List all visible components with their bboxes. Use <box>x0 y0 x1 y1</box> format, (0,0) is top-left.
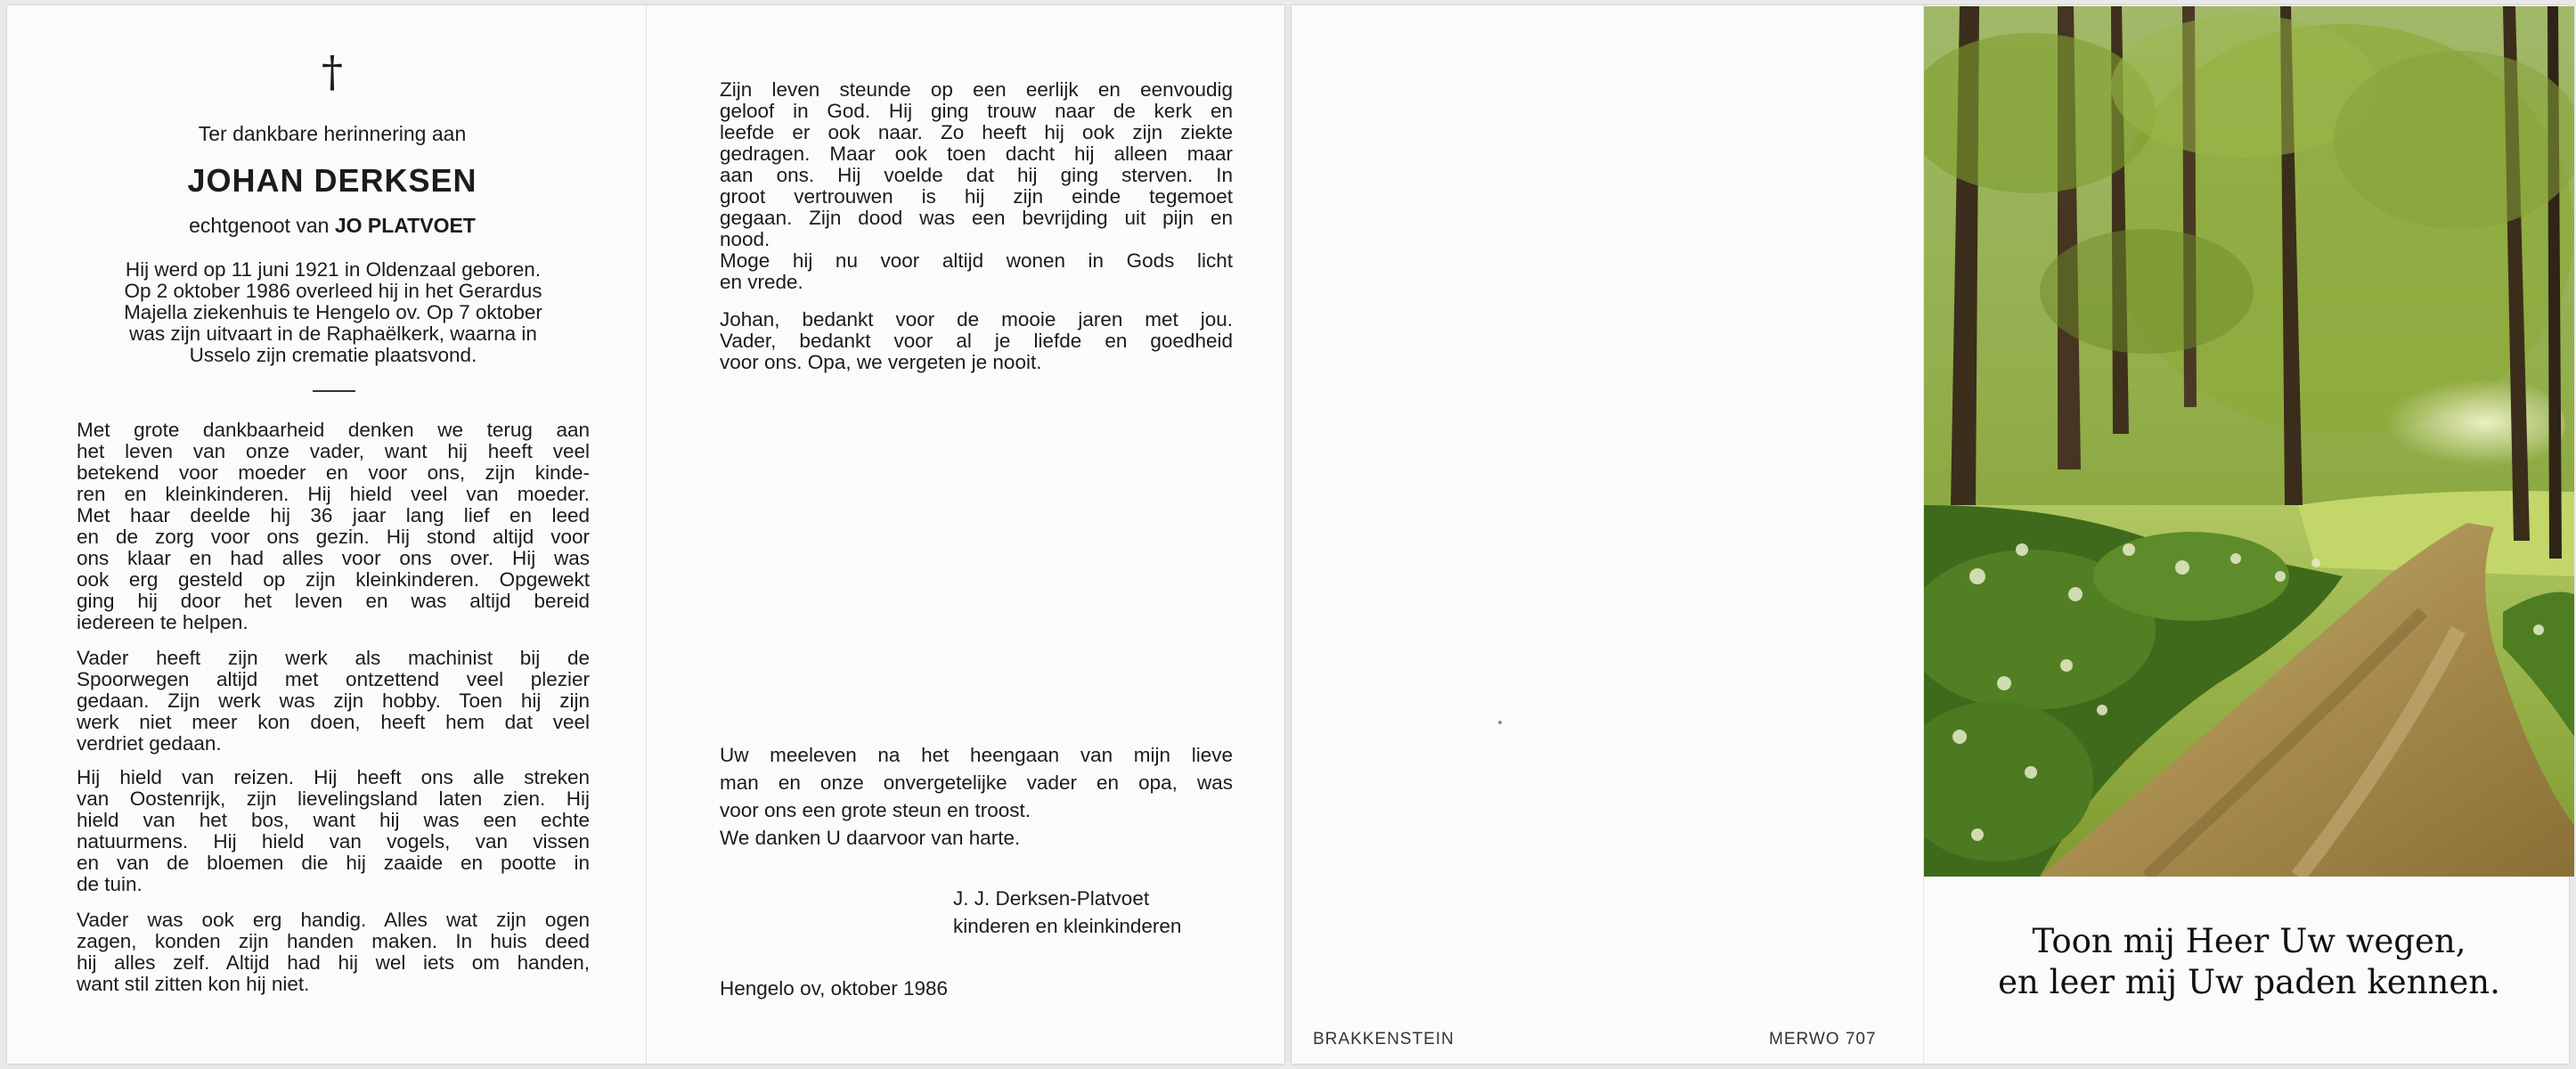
text-line: gedaan. Zijn werk was zijn hobby. Toen hij zijn <box>77 690 590 712</box>
text-line: iedereen te helpen. <box>77 611 249 633</box>
bio-line: Usselo zijn crematie plaatsvond. <box>189 344 477 366</box>
bio-line: Majella ziekenhuis te Hengelo ov. Op 7 oktober <box>124 301 542 323</box>
text-line: Vader was ook erg handig. Alles wat zijn ogen <box>77 909 590 931</box>
cross-icon: † <box>322 47 343 97</box>
quote-line: Toon mij Heer Uw wegen, <box>2032 922 2466 960</box>
paper-speck <box>1498 721 1502 724</box>
text-line: van Oostenrijk, zijn lievelingsland laten zien. Hij <box>77 787 590 810</box>
text-line: hij alles zelf. Altijd had hij wel iets om handen, <box>77 951 590 974</box>
text-line: Uw meeleven na het heengaan van mijn lieve <box>720 744 1233 766</box>
text-line: groot vertrouwen is hij zijn einde tegemoet <box>720 185 1233 208</box>
text-line: en de zorg voor ons gezin. Hij stond altijd voor <box>77 526 590 548</box>
text-line: Johan, bedankt voor de mooie jaren met jou. <box>720 308 1233 330</box>
paragraph-thanks <box>720 309 1233 373</box>
text-line: We danken U daarvoor van harte. <box>720 827 1021 849</box>
divider <box>313 390 355 392</box>
spouse-name: JO PLATVOET <box>334 214 476 237</box>
printer-label: BRAKKENSTEIN <box>1313 1030 1455 1049</box>
bio-line: was zijn uitvaart in de Raphaëlkerk, waarna in <box>129 322 537 345</box>
text-line: aan ons. Hij voelde dat hij ging sterven. In <box>720 164 1233 186</box>
signature <box>953 885 1238 940</box>
paragraph-handy <box>77 910 590 995</box>
signature-line: kinderen en kleinkinderen <box>953 915 1182 937</box>
text-line: Vader, bedankt voor al je liefde en goedheid <box>720 330 1233 352</box>
quote-line: en leer mij Uw paden kennen. <box>1998 963 2500 1001</box>
acknowledgement <box>720 741 1233 852</box>
text-line: nood. <box>720 228 770 250</box>
text-line: voor ons een grote steun en troost. <box>720 799 1031 821</box>
text-line: voor ons. Opa, we vergeten je nooit. <box>720 351 1042 373</box>
card-code: MERWO 707 <box>1769 1030 1877 1049</box>
text-line: natuurmens. Hij hield van vogels, van vissen <box>77 830 590 853</box>
paragraph-family <box>77 420 590 633</box>
tree-lined-path-icon <box>1924 6 2574 877</box>
text-line: het leven van onze vader, want hij heeft veel <box>77 440 590 462</box>
text-line: verdriet gedaan. <box>77 732 222 755</box>
paragraph-travel <box>77 767 590 895</box>
text-line: ging hij door het leven en was altijd bereid <box>77 590 590 612</box>
text-line: Vader heeft zijn werk als machinist bij de <box>77 647 590 669</box>
text-line: Hij hield van reizen. Hij heeft ons alle streken <box>77 766 590 788</box>
bio-paragraph <box>77 259 590 366</box>
paragraph-work <box>77 648 590 755</box>
text-line: zagen, konden zijn handen maken. In huis deed <box>77 930 590 952</box>
paragraph-faith <box>720 79 1233 293</box>
place-date: Hengelo ov, oktober 1986 <box>720 977 949 1000</box>
text-line: en van de bloemen die hij zaaide en pootte in <box>77 852 590 874</box>
inside-spread <box>7 5 1284 1064</box>
spouse-line <box>7 215 657 236</box>
text-line: gegaan. Zijn dood was een bevrijding uit pijn en <box>720 207 1233 229</box>
text-line: Zijn leven steunde op een eerlijk en eenvoudig <box>720 78 1233 101</box>
text-line: ons klaar en had alles voor ons over. Hij was <box>77 547 590 569</box>
text-line: Met haar deelde hij 36 jaar lang lief en leed <box>77 504 590 526</box>
outside-spread <box>1292 5 2569 1064</box>
text-line: Moge hij nu voor altijd wonen in Gods licht <box>720 249 1233 272</box>
text-line: betekend voor moeder en voor ons, zijn kinde- <box>77 461 590 484</box>
text-line: Spoorwegen altijd met ontzettend veel plezier <box>77 668 590 690</box>
text-line: ren en kleinkinderen. Hij hield veel van moeder. <box>77 483 590 505</box>
text-line: want stil zitten kon hij niet. <box>77 973 310 995</box>
deceased-name: JOHAN DERKSEN <box>187 162 477 199</box>
text-line: geloof in God. Hij ging trouw naar de kerk en <box>720 100 1233 122</box>
signature-line: J. J. Derksen-Platvoet <box>953 887 1150 910</box>
bio-line: Hij werd op 11 juni 1921 in Oldenzaal geboren. <box>125 258 542 281</box>
text-line: de tuin. <box>77 873 143 895</box>
text-line: man en onze onvergetelijke vader en opa, was <box>720 771 1233 794</box>
text-line: en vrede. <box>720 271 803 293</box>
text-line: werk niet meer kon doen, heeft hem dat veel <box>77 711 590 733</box>
text-line: gedragen. Maar ook toen dacht hij alleen maar <box>720 143 1233 165</box>
intro-text: Ter dankbare herinnering aan <box>198 122 467 145</box>
text-line: ook erg gesteld op zijn kleinkinderen. Opgewekt <box>77 568 590 591</box>
quote <box>1924 921 2574 1003</box>
spouse-prefix: echtgenoot van <box>189 214 330 237</box>
text-line: Met grote dankbaarheid denken we terug aan <box>77 419 590 441</box>
bio-line: Op 2 oktober 1986 overleed hij in het Gerardus <box>124 280 542 302</box>
text-line: hield van het bos, want hij was een echte <box>77 809 590 831</box>
text-line: leefde er ook naar. Zo heeft hij ook zijn ziekte <box>720 121 1233 143</box>
